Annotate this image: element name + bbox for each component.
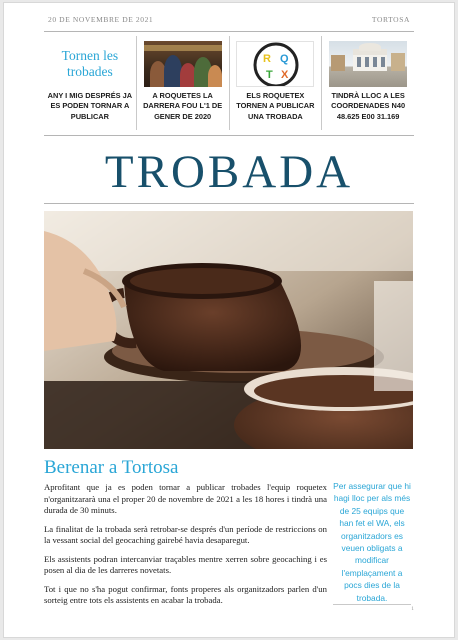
coffee-cup-photo xyxy=(44,211,413,449)
article-paragraph: Tot i que no s'ha pogut confirmar, fonts properes als organitzadors parlen d'un sorteig entre tots els assistents en acabar la trobada. xyxy=(44,583,327,605)
masthead-title: TROBADA xyxy=(104,146,354,198)
article xyxy=(44,457,327,614)
teaser-4[interactable] xyxy=(321,36,414,130)
page-number: 1 xyxy=(411,606,414,612)
teaser-text: A ROQUETES LA DARRERA FOU L'1 DE GENER DE 2020 xyxy=(143,90,223,121)
roquetex-logo xyxy=(236,41,314,87)
teaser-1[interactable] xyxy=(44,36,136,130)
top-bar xyxy=(48,15,410,29)
issue-date: 20 DE NOVEMBRE DE 2021 xyxy=(48,15,154,24)
top-divider xyxy=(44,31,414,32)
teaser-strip xyxy=(44,36,414,130)
issue-place: TORTOSA xyxy=(371,15,410,24)
teaser-3[interactable] xyxy=(229,36,322,130)
logo-letter-q: Q xyxy=(280,53,289,65)
teaser-text: TINDRÀ LLOC A LES COORDENADES N40 48.625 E00 31.169 xyxy=(331,90,406,121)
sidebar-note: Per assegurar que hi hagi lloc per als més de 25 equips que han fet el WA, els organitzadors es veuen obligats a modificar l'emplaçament a pocs dies de la trobada. xyxy=(333,481,411,603)
town-building-photo xyxy=(329,41,407,87)
logo-letter-x: X xyxy=(281,69,289,81)
article-paragraph: Els assistents podran intercanviar traçables mentre xerren sobre geocaching i es posen al dia de les darreres novetats. xyxy=(44,553,327,575)
teaser-heading: Tornen les trobades xyxy=(61,48,119,79)
teaser-divider xyxy=(44,135,414,136)
article-headline: Berenar a Tortosa xyxy=(44,457,179,478)
sidebar-divider xyxy=(333,604,411,605)
logo-letter-t: T xyxy=(266,69,274,81)
logo-letter-r: R xyxy=(263,53,272,65)
group-photo xyxy=(144,41,222,87)
teaser-2[interactable] xyxy=(136,36,229,130)
teaser-text: ELS ROQUETEX TORNEN A PUBLICAR UNA TROBADA xyxy=(236,90,315,121)
masthead-divider xyxy=(44,203,414,204)
article-paragraph: Aprofitant que ja es poden tornar a publicar trobades l'equip roquetex n'organitzararà una el proper 20 de novembre de 2021 a les 18 hores i tindrà una durada de 30 minuts. xyxy=(44,482,327,515)
article-paragraph: La finalitat de la trobada serà retrobar-se després d'un període de restriccions on la vessant social del geocaching gairebé havia desaparegut. xyxy=(44,523,327,545)
teaser-text: ANY I MIG DESPRÉS JA ES PODEN TORNAR A PUBLICAR xyxy=(47,90,133,121)
